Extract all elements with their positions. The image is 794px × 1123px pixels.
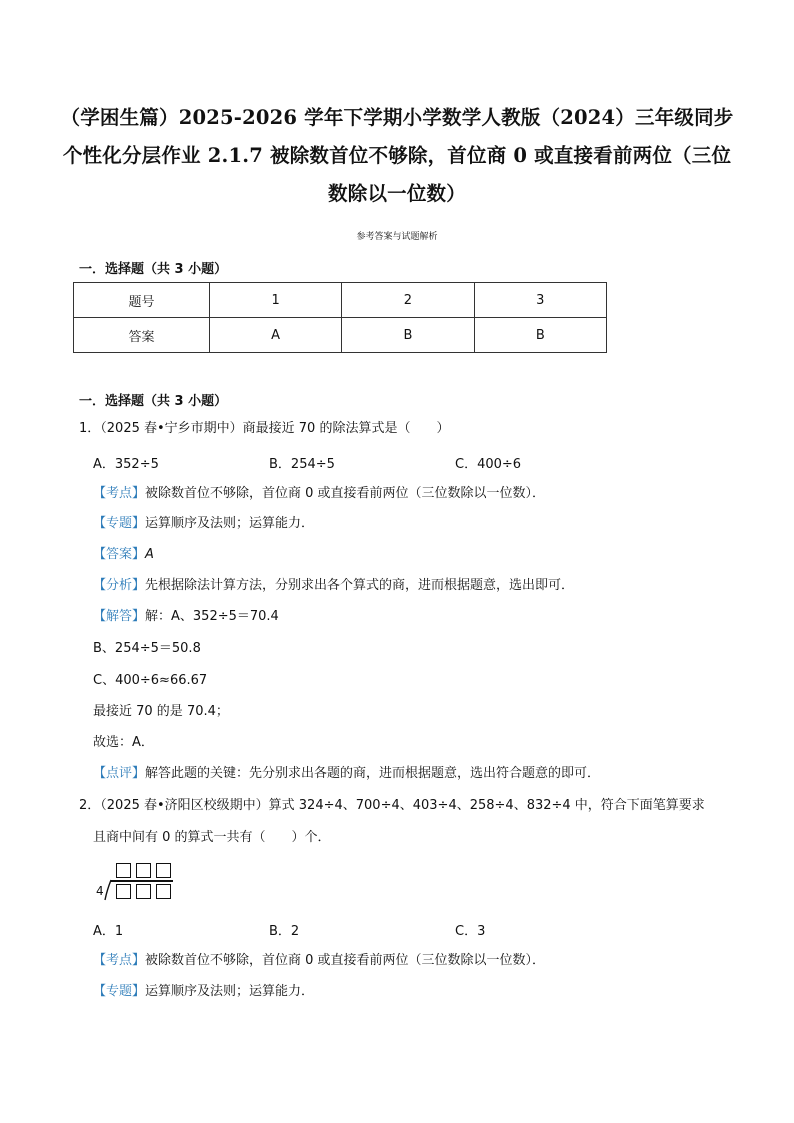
answer-table (73, 282, 607, 353)
dividend-box (136, 884, 151, 899)
jieda-text: 解：A、352÷5＝70.4 (145, 609, 279, 624)
table-cell: 题号 (74, 283, 210, 318)
question-2-stem-line-1: 2．（2025 春•济阳区校级期中）算式 324÷4、700÷4、403÷4、258÷4、832÷4 中，符合下面笔算要求 (79, 798, 705, 813)
kaodian-tag: 【考点】 (93, 486, 146, 501)
question-2-kaodian (93, 952, 545, 970)
quotient-box (156, 863, 171, 878)
division-bracket (104, 879, 114, 901)
question-2-zhuanti (93, 983, 314, 1001)
dianping-text: 解答此题的关键：先分别求出各题的商，进而根据题意，选出符合题意的即可． (145, 766, 601, 781)
table-cell: 1 (210, 283, 342, 318)
title-line-2: 个性化分层作业 2.1.7 被除数首位不够除，首位商 0 或直接看前两位（三位 (62, 144, 732, 167)
kaodian-text: 被除数首位不够除，首位商 0 或直接看前两位（三位数除以一位数）． (145, 953, 546, 968)
section-heading-answers: 一．选择题（共 3 小题） (79, 262, 228, 277)
quotient-box (116, 863, 131, 878)
table-cell: B (342, 318, 474, 353)
table-row (74, 318, 607, 353)
question-1-fenxi (93, 577, 574, 595)
dianping-tag: 【点评】 (93, 766, 146, 781)
division-bar (111, 880, 173, 882)
fenxi-tag: 【分析】 (93, 578, 146, 593)
kaodian-tag: 【考点】 (93, 953, 146, 968)
daan-tag: 【答案】 (93, 547, 146, 562)
question-1-line-c: C、400÷6≈66.67 (93, 673, 208, 688)
daan-text: A (145, 547, 154, 562)
question-1-kaodian (93, 485, 545, 503)
fenxi-text: 先根据除法计算方法，分别求出各个算式的商，进而根据题意，选出即可． (145, 578, 575, 593)
question-1-line-choose: 故选：A． (93, 735, 154, 750)
question-2-stem-line-2: 且商中间有 0 的算式一共有（ ）个． (93, 830, 331, 845)
kaodian-text: 被除数首位不够除，首位商 0 或直接看前两位（三位数除以一位数）． (145, 486, 546, 501)
dividend-box (156, 884, 171, 899)
question-1-dianping (93, 765, 600, 783)
document-subtitle: 参考答案与试题解析 (356, 232, 438, 242)
question-1-line-nearest: 最接近 70 的是 70.4； (93, 704, 229, 719)
jieda-tag: 【解答】 (93, 609, 146, 624)
question-1-zhuanti (93, 515, 314, 533)
section-heading-solutions: 一．选择题（共 3 小题） (79, 394, 228, 409)
title-line-1: （学困生篇）2025-2026 学年下学期小学数学人教版（2024）三年级同步 (60, 106, 734, 129)
question-1-answer (93, 546, 154, 564)
table-cell: 3 (474, 283, 606, 318)
question-2-option-c: C．3 (455, 924, 486, 939)
question-1-stem: 1．（2025 春•宁乡市期中）商最接近 70 的除法算式是（ ） (79, 421, 450, 436)
zhuanti-text: 运算顺序及法则；运算能力． (145, 984, 315, 999)
question-2-option-a: A．1 (93, 924, 124, 939)
question-1-jieda (93, 608, 279, 626)
zhuanti-text: 运算顺序及法则；运算能力． (145, 516, 315, 531)
quotient-box (136, 863, 151, 878)
zhuanti-tag: 【专题】 (93, 984, 146, 999)
question-1-option-c: C．400÷6 (455, 457, 522, 472)
table-cell: 2 (342, 283, 474, 318)
table-cell: A (210, 318, 342, 353)
question-1-option-b: B．254÷5 (269, 457, 335, 472)
divisor: 4 (96, 884, 104, 898)
title-line-3: 数除以一位数） (328, 182, 466, 205)
dividend-box (116, 884, 131, 899)
document-title (60, 99, 734, 213)
table-row (74, 283, 607, 318)
question-1-option-a: A．352÷5 (93, 457, 159, 472)
question-2-option-b: B．2 (269, 924, 300, 939)
table-cell: B (474, 318, 606, 353)
question-1-line-b: B、254÷5＝50.8 (93, 641, 201, 656)
zhuanti-tag: 【专题】 (93, 516, 146, 531)
table-cell: 答案 (74, 318, 210, 353)
